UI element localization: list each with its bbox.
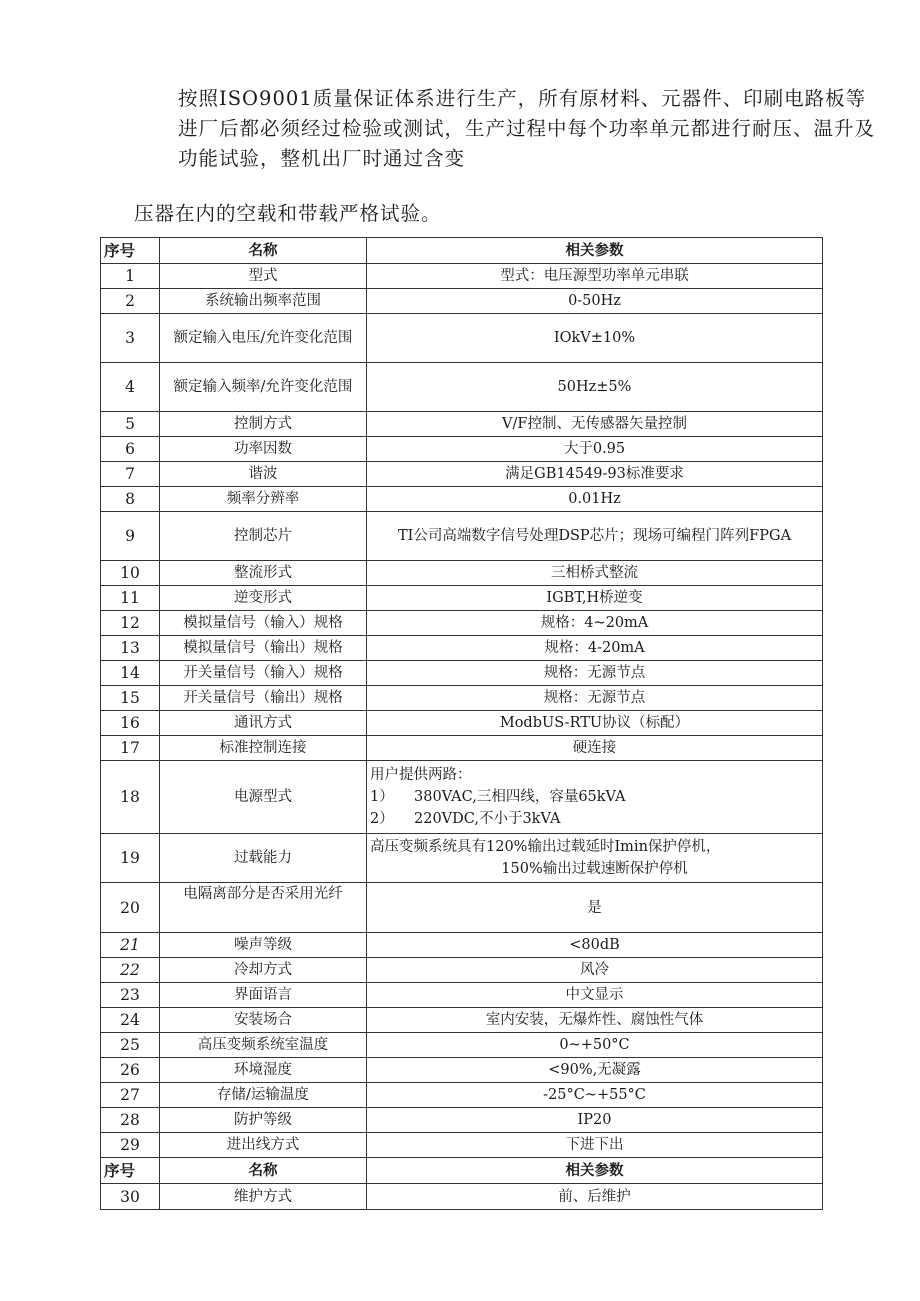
param-line: 220VDC,不小于3kVA: [414, 811, 561, 827]
row-name: 标准控制连接: [160, 736, 367, 761]
row-param: 规格：无源节点: [367, 686, 823, 711]
row-no: 29: [101, 1133, 160, 1158]
param-line: 380VAC,三相四线，容量65kVA: [414, 789, 626, 805]
row-name: 整流形式: [160, 561, 367, 586]
table-header-row: [101, 238, 823, 264]
row-param: ModbUS-RTU协议（标配）: [367, 711, 823, 736]
row-no: 11: [101, 586, 160, 611]
row-name: 开关量信号（输出）规格: [160, 686, 367, 711]
row-no: 10: [101, 561, 160, 586]
table-row: [101, 958, 823, 983]
table-row: [101, 933, 823, 958]
table-row: [101, 711, 823, 736]
row-no: 27: [101, 1083, 160, 1108]
row-no: 18: [101, 761, 160, 834]
row-no: 15: [101, 686, 160, 711]
table-row: [101, 314, 823, 363]
intro-paragraph-continued: 压器在内的空载和带载严格试验。: [134, 202, 442, 225]
row-param: [367, 761, 823, 834]
table-row: [101, 289, 823, 314]
param-line: 150%输出过载速断保护停机: [501, 861, 688, 877]
row-param: IP20: [367, 1108, 823, 1133]
header-name: 名称: [160, 1158, 367, 1184]
row-param: 0~+50°C: [367, 1033, 823, 1058]
row-no: 6: [101, 437, 160, 462]
row-name: 频率分辨率: [160, 487, 367, 512]
row-name: 额定输入频率/允许变化范围: [160, 363, 367, 412]
row-no: 4: [101, 363, 160, 412]
param-line-wrapper: [370, 808, 819, 830]
table-row: [101, 983, 823, 1008]
header-no: 序号: [101, 238, 160, 264]
table-row: [101, 1133, 823, 1158]
row-no: 9: [101, 512, 160, 561]
row-no: 17: [101, 736, 160, 761]
row-name: 逆变形式: [160, 586, 367, 611]
table-row: [101, 264, 823, 289]
intro-paragraph: 按照ISO9001质量保证体系进行生产，所有原材料、元器件、印刷电路板等进厂后都必须经过检验或测试，生产过程中每个功率单元都进行耐压、温升及功能试验，整机出厂时通过含变: [178, 87, 876, 170]
row-name: 型式: [160, 264, 367, 289]
row-name: 存储/运输温度: [160, 1083, 367, 1108]
header-no: 序号: [101, 1158, 160, 1184]
row-no: 24: [101, 1008, 160, 1033]
row-param: IOkV±10%: [367, 314, 823, 363]
table-row: [101, 661, 823, 686]
row-name: 电隔离部分是否采用光纤: [160, 883, 367, 933]
row-name: 功率因数: [160, 437, 367, 462]
spec-table: [100, 237, 823, 1210]
row-param: [367, 834, 823, 883]
row-no: 20: [101, 883, 160, 933]
row-name: 进出线方式: [160, 1133, 367, 1158]
param-line-marker: 1）: [370, 789, 394, 805]
table-row: [101, 1108, 823, 1133]
row-no: 12: [101, 611, 160, 636]
header-param: 相关参数: [367, 238, 823, 264]
table-row: [101, 611, 823, 636]
row-no: 23: [101, 983, 160, 1008]
row-param: 满足GB14549-93标准要求: [367, 462, 823, 487]
row-name: 噪声等级: [160, 933, 367, 958]
row-name: 防护等级: [160, 1108, 367, 1133]
table-row: [101, 761, 823, 834]
table-row: [101, 1083, 823, 1108]
table-row: [101, 1058, 823, 1083]
row-name: 模拟量信号（输出）规格: [160, 636, 367, 661]
row-param: 室内安装，无爆炸性、腐蚀性气体: [367, 1008, 823, 1033]
row-param: 规格：4~20mA: [367, 611, 823, 636]
row-param: 中文显示: [367, 983, 823, 1008]
row-no: 8: [101, 487, 160, 512]
row-no: 21: [101, 933, 160, 958]
row-param: <80dB: [367, 933, 823, 958]
row-name: 开关量信号（输入）规格: [160, 661, 367, 686]
table-row: [101, 834, 823, 883]
row-no: 30: [101, 1184, 160, 1210]
row-no: 7: [101, 462, 160, 487]
row-param: 规格：4-20mA: [367, 636, 823, 661]
row-no: 1: [101, 264, 160, 289]
table-row: [101, 462, 823, 487]
row-no: 28: [101, 1108, 160, 1133]
row-name: 模拟量信号（输入）规格: [160, 611, 367, 636]
table-row: [101, 883, 823, 933]
row-param: 前、后维护: [367, 1184, 823, 1210]
row-name: 系统输出频率范围: [160, 289, 367, 314]
row-name: 环境湿度: [160, 1058, 367, 1083]
row-no: 14: [101, 661, 160, 686]
row-name: 通讯方式: [160, 711, 367, 736]
row-name: 额定输入电压/允许变化范围: [160, 314, 367, 363]
row-param: <90%,无凝露: [367, 1058, 823, 1083]
row-no: 13: [101, 636, 160, 661]
row-no: 26: [101, 1058, 160, 1083]
table-row: [101, 586, 823, 611]
row-param: V/F控制、无传感器矢量控制: [367, 412, 823, 437]
table-header-row-repeat: [101, 1158, 823, 1184]
row-param: 规格：无源节点: [367, 661, 823, 686]
row-param: 三相桥式整流: [367, 561, 823, 586]
table-row: [101, 1184, 823, 1210]
row-param: 是: [367, 883, 823, 933]
row-param: IGBT,H桥逆变: [367, 586, 823, 611]
table-row: [101, 412, 823, 437]
row-no: 16: [101, 711, 160, 736]
row-no: 2: [101, 289, 160, 314]
row-param: 硬连接: [367, 736, 823, 761]
row-param: 50Hz±5%: [367, 363, 823, 412]
row-param: 0.01Hz: [367, 487, 823, 512]
table-row: [101, 636, 823, 661]
table-row: [101, 437, 823, 462]
param-line: 高压变频系统具有120%输出过载延时Imin保护停机，: [370, 839, 721, 855]
param-line: 用户提供两路：: [370, 767, 472, 783]
row-no: 3: [101, 314, 160, 363]
header-param: 相关参数: [367, 1158, 823, 1184]
row-param: 下进下出: [367, 1133, 823, 1158]
table-row: [101, 686, 823, 711]
row-name: 安装场合: [160, 1008, 367, 1033]
table-row: [101, 363, 823, 412]
row-name: 控制方式: [160, 412, 367, 437]
row-no: 5: [101, 412, 160, 437]
row-name: 谐波: [160, 462, 367, 487]
row-name: 电源型式: [160, 761, 367, 834]
table-row: [101, 736, 823, 761]
row-param: -25°C~+55°C: [367, 1083, 823, 1108]
row-param: 风冷: [367, 958, 823, 983]
param-line-marker: 2）: [370, 811, 394, 827]
row-param: TI公司高端数字信号处理DSP芯片；现场可编程门阵列FPGA: [367, 512, 823, 561]
row-name: 冷却方式: [160, 958, 367, 983]
table-row: [101, 512, 823, 561]
row-param: 大于0.95: [367, 437, 823, 462]
row-no: 25: [101, 1033, 160, 1058]
row-no: 22: [101, 958, 160, 983]
table-row: [101, 1033, 823, 1058]
param-line-wrapper: [370, 786, 819, 808]
table-row: [101, 561, 823, 586]
table-row: [101, 487, 823, 512]
row-name: 过载能力: [160, 834, 367, 883]
row-name: 控制芯片: [160, 512, 367, 561]
row-name: 维护方式: [160, 1184, 367, 1210]
row-param: 0-50Hz: [367, 289, 823, 314]
row-name: 高压变频系统室温度: [160, 1033, 367, 1058]
row-name: 界面语言: [160, 983, 367, 1008]
row-param: 型式：电压源型功率单元串联: [367, 264, 823, 289]
header-name: 名称: [160, 238, 367, 264]
row-no: 19: [101, 834, 160, 883]
table-row: [101, 1008, 823, 1033]
